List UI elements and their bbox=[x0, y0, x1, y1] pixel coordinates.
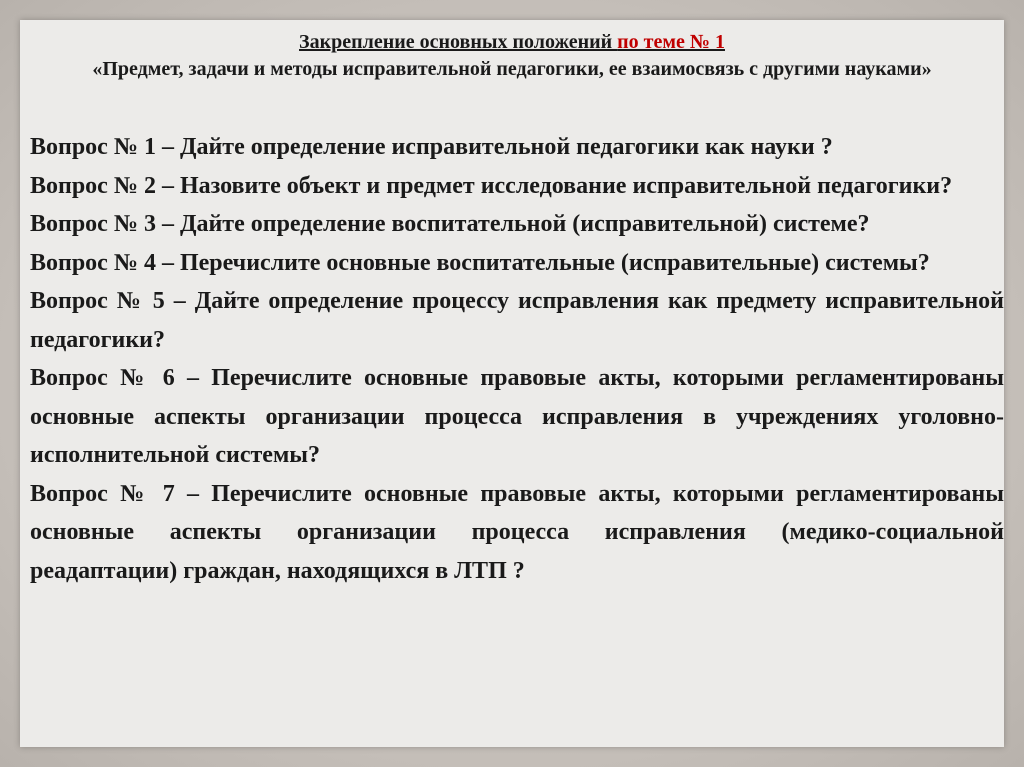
slide-title-prefix: Закрепление основных положений bbox=[299, 31, 618, 53]
question-7: Вопрос № 7 – Перечислите основные правовые акты, которыми регламентированы основные аспекты организации процесса исправления (медико-социальной реадаптации) граждан, находящихся в ЛТП ? bbox=[30, 480, 1004, 584]
question-6: Вопрос № 6 – Перечислите основные правовые акты, которыми регламентированы основные аспекты организации процесса исправления в учреждениях уголовно-исполнительной системы? bbox=[30, 365, 1004, 468]
slide-title bbox=[20, 30, 1004, 54]
question-1: Вопрос № 1 – Дайте определение исправительной педагогики как науки ? bbox=[30, 134, 833, 160]
slide-title-accent: по теме № 1 bbox=[617, 31, 725, 53]
slide-subtitle: «Предмет, задачи и методы исправительной педагогики, ее взаимосвязь с другими науками» bbox=[92, 58, 932, 80]
question-3: Вопрос № 3 – Дайте определение воспитательной (исправительной) системе? bbox=[30, 211, 870, 237]
slide-title-block bbox=[20, 30, 1004, 82]
question-2: Вопрос № 2 – Назовите объект и предмет исследование исправительной педагогики? bbox=[30, 172, 953, 199]
questions-list bbox=[30, 128, 1004, 590]
slide bbox=[20, 20, 1004, 747]
question-4: Вопрос № 4 – Перечислите основные воспитательные (исправительные) системы? bbox=[30, 249, 930, 276]
question-5: Вопрос № 5 – Дайте определение процессу исправления как предмету исправительной педагогики? bbox=[30, 288, 1004, 353]
